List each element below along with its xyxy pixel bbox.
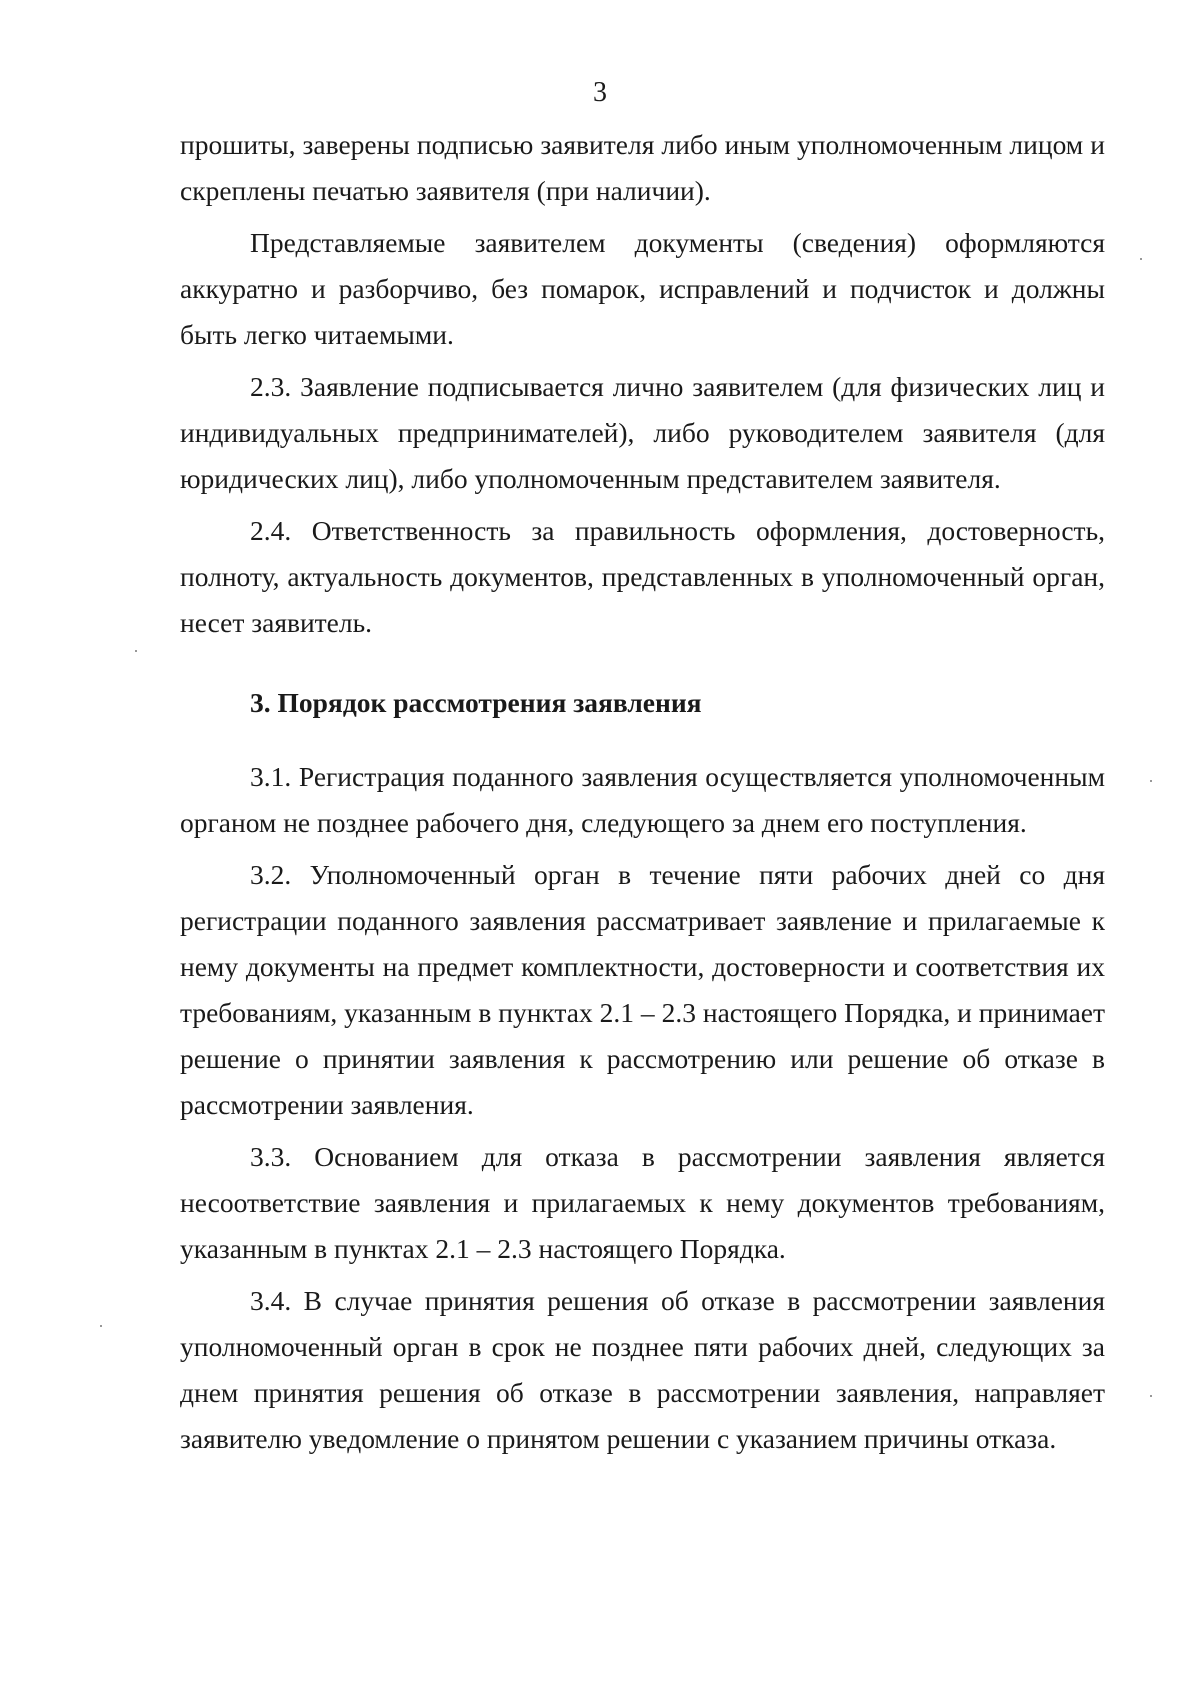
paragraph-continuation: прошиты, заверены подписью заявителя либо иным уполномоченным лицом и скреплены печатью заявителя (при наличии). [180, 129, 1105, 206]
document-body [180, 122, 1105, 1462]
paragraph-3-2: 3.2. Уполномоченный орган в течение пяти рабочих дней со дня регистрации поданного заявления рассматривает заявление и прилагаемые к нему документы на предмет комплектности, достоверности и соответствия их требованиям, указанным в пунктах 2.1 – 2.3 настоящего Порядка, и принимает решение о принятии заявления к рассмотрению или решение об отказе в рассмотрении заявления. [180, 859, 1105, 1120]
scan-speck [1140, 258, 1142, 260]
scan-speck [1150, 1395, 1152, 1397]
page-number: 3 [593, 77, 607, 108]
paragraph-3-4: 3.4. В случае принятия решения об отказе в рассмотрении заявления уполномоченный орган в срок не позднее пяти рабочих дней, следующих за днем принятия решения об отказе в рассмотрении заявления, направляет заявителю уведомление о принятом решении с указанием причины отказа. [180, 1285, 1105, 1454]
paragraph-2-4: 2.4. Ответственность за правильность оформления, достоверность, полноту, актуальность документов, представленных в уполномоченный орган, несет заявитель. [180, 515, 1105, 638]
paragraph-documents-requirements: Представляемые заявителем документы (сведения) оформляются аккуратно и разборчиво, без помарок, исправлений и подчисток и должны быть легко читаемыми. [180, 227, 1105, 350]
section-heading: 3. Порядок рассмотрения заявления [250, 687, 702, 718]
scan-speck [135, 650, 137, 652]
scan-speck [100, 1325, 102, 1327]
paragraph-2-3: 2.3. Заявление подписывается лично заявителем (для физических лиц и индивидуальных предпринимателей), либо руководителем заявителя (для юридических лиц), либо уполномоченным представителем заявителя. [180, 371, 1105, 494]
paragraph-3-3: 3.3. Основанием для отказа в рассмотрении заявления является несоответствие заявления и прилагаемых к нему документов требованиям, указанным в пунктах 2.1 – 2.3 настоящего Порядка. [180, 1141, 1105, 1264]
scan-speck [1150, 780, 1152, 782]
paragraph-3-1: 3.1. Регистрация поданного заявления осуществляется уполномоченным органом не позднее рабочего дня, следующего за днем его поступления. [180, 761, 1105, 838]
